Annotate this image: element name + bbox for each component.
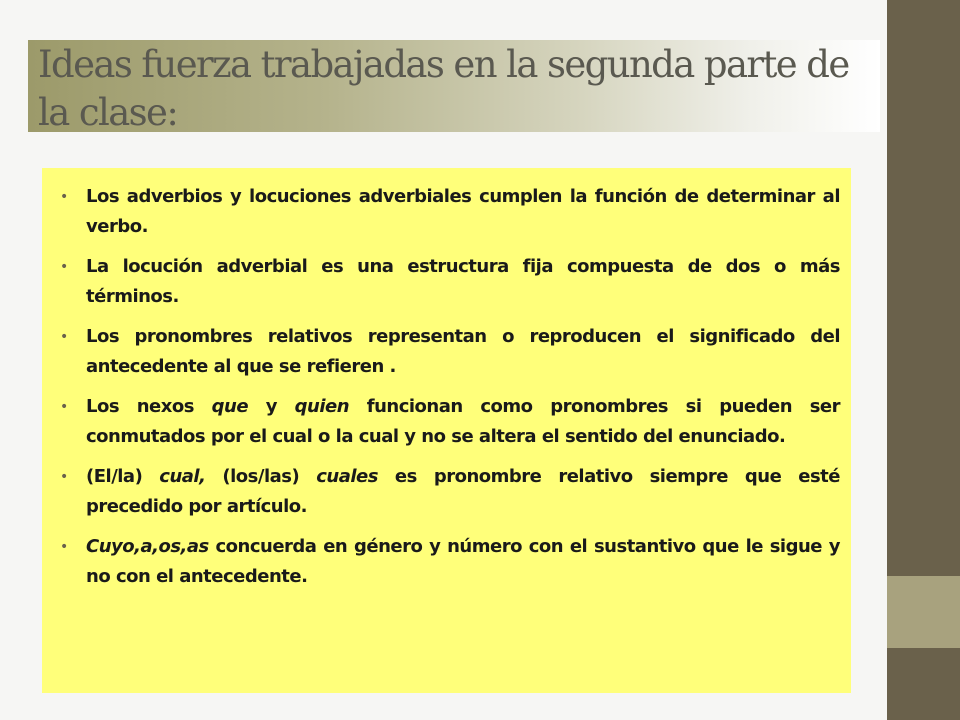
bullet-item	[60, 532, 840, 592]
bullet-item	[60, 392, 840, 452]
bullet-text-segment: concuerda en género y número con el sustantivo que le sigue y no con el antecedente.	[86, 536, 840, 587]
bullet-dot-icon: •	[60, 329, 68, 345]
bullet-text-segment: (El/la)	[86, 466, 160, 487]
bullet-dot-icon: •	[60, 189, 68, 205]
bullet-item	[60, 252, 840, 312]
bullet-text-segment: La locución adverbial es una estructura fija compuesta de dos o más términos.	[86, 256, 840, 307]
bullet-text-segment: Los pronombres relativos representan o reproducen el significado del antecedente al que se refieren .	[86, 326, 840, 377]
bullet-text-segment: cuales	[316, 466, 378, 487]
bullet-text-segment: (los/las)	[205, 466, 317, 487]
side-accent-block	[887, 576, 960, 648]
bullet-text-segment: cual,	[159, 466, 206, 487]
bullet-item	[60, 322, 840, 382]
bullet-text-segment: Cuyo,a,os,as	[86, 536, 209, 557]
bullet-text-segment: es pronombre relativo siempre que esté precedido por artículo.	[86, 466, 840, 517]
bullet-dot-icon: •	[60, 469, 68, 485]
bullet-text-segment: y	[248, 396, 295, 417]
slide-title: Ideas fuerza trabajadas en la segunda parte de la clase:	[38, 43, 849, 134]
bullet-text-segment: quien	[294, 396, 350, 417]
bullet-dot-icon: •	[60, 539, 68, 555]
content-box	[42, 168, 851, 693]
bullet-dot-icon: •	[60, 259, 68, 275]
bullet-text-segment: Los nexos	[86, 396, 212, 417]
bullet-dot-icon: •	[60, 399, 68, 415]
bullet-text-segment: que	[211, 396, 249, 417]
bullet-list	[42, 168, 851, 592]
bullet-text-segment: funcionan como pronombres si pueden ser conmutados por el cual o la cual y no se altera el sentido del enunciado.	[86, 396, 840, 447]
bullet-text-segment: Los adverbios y locuciones adverbiales cumplen la función de determinar al verbo.	[86, 186, 840, 237]
bullet-item	[60, 182, 840, 242]
bullet-item	[60, 462, 840, 522]
